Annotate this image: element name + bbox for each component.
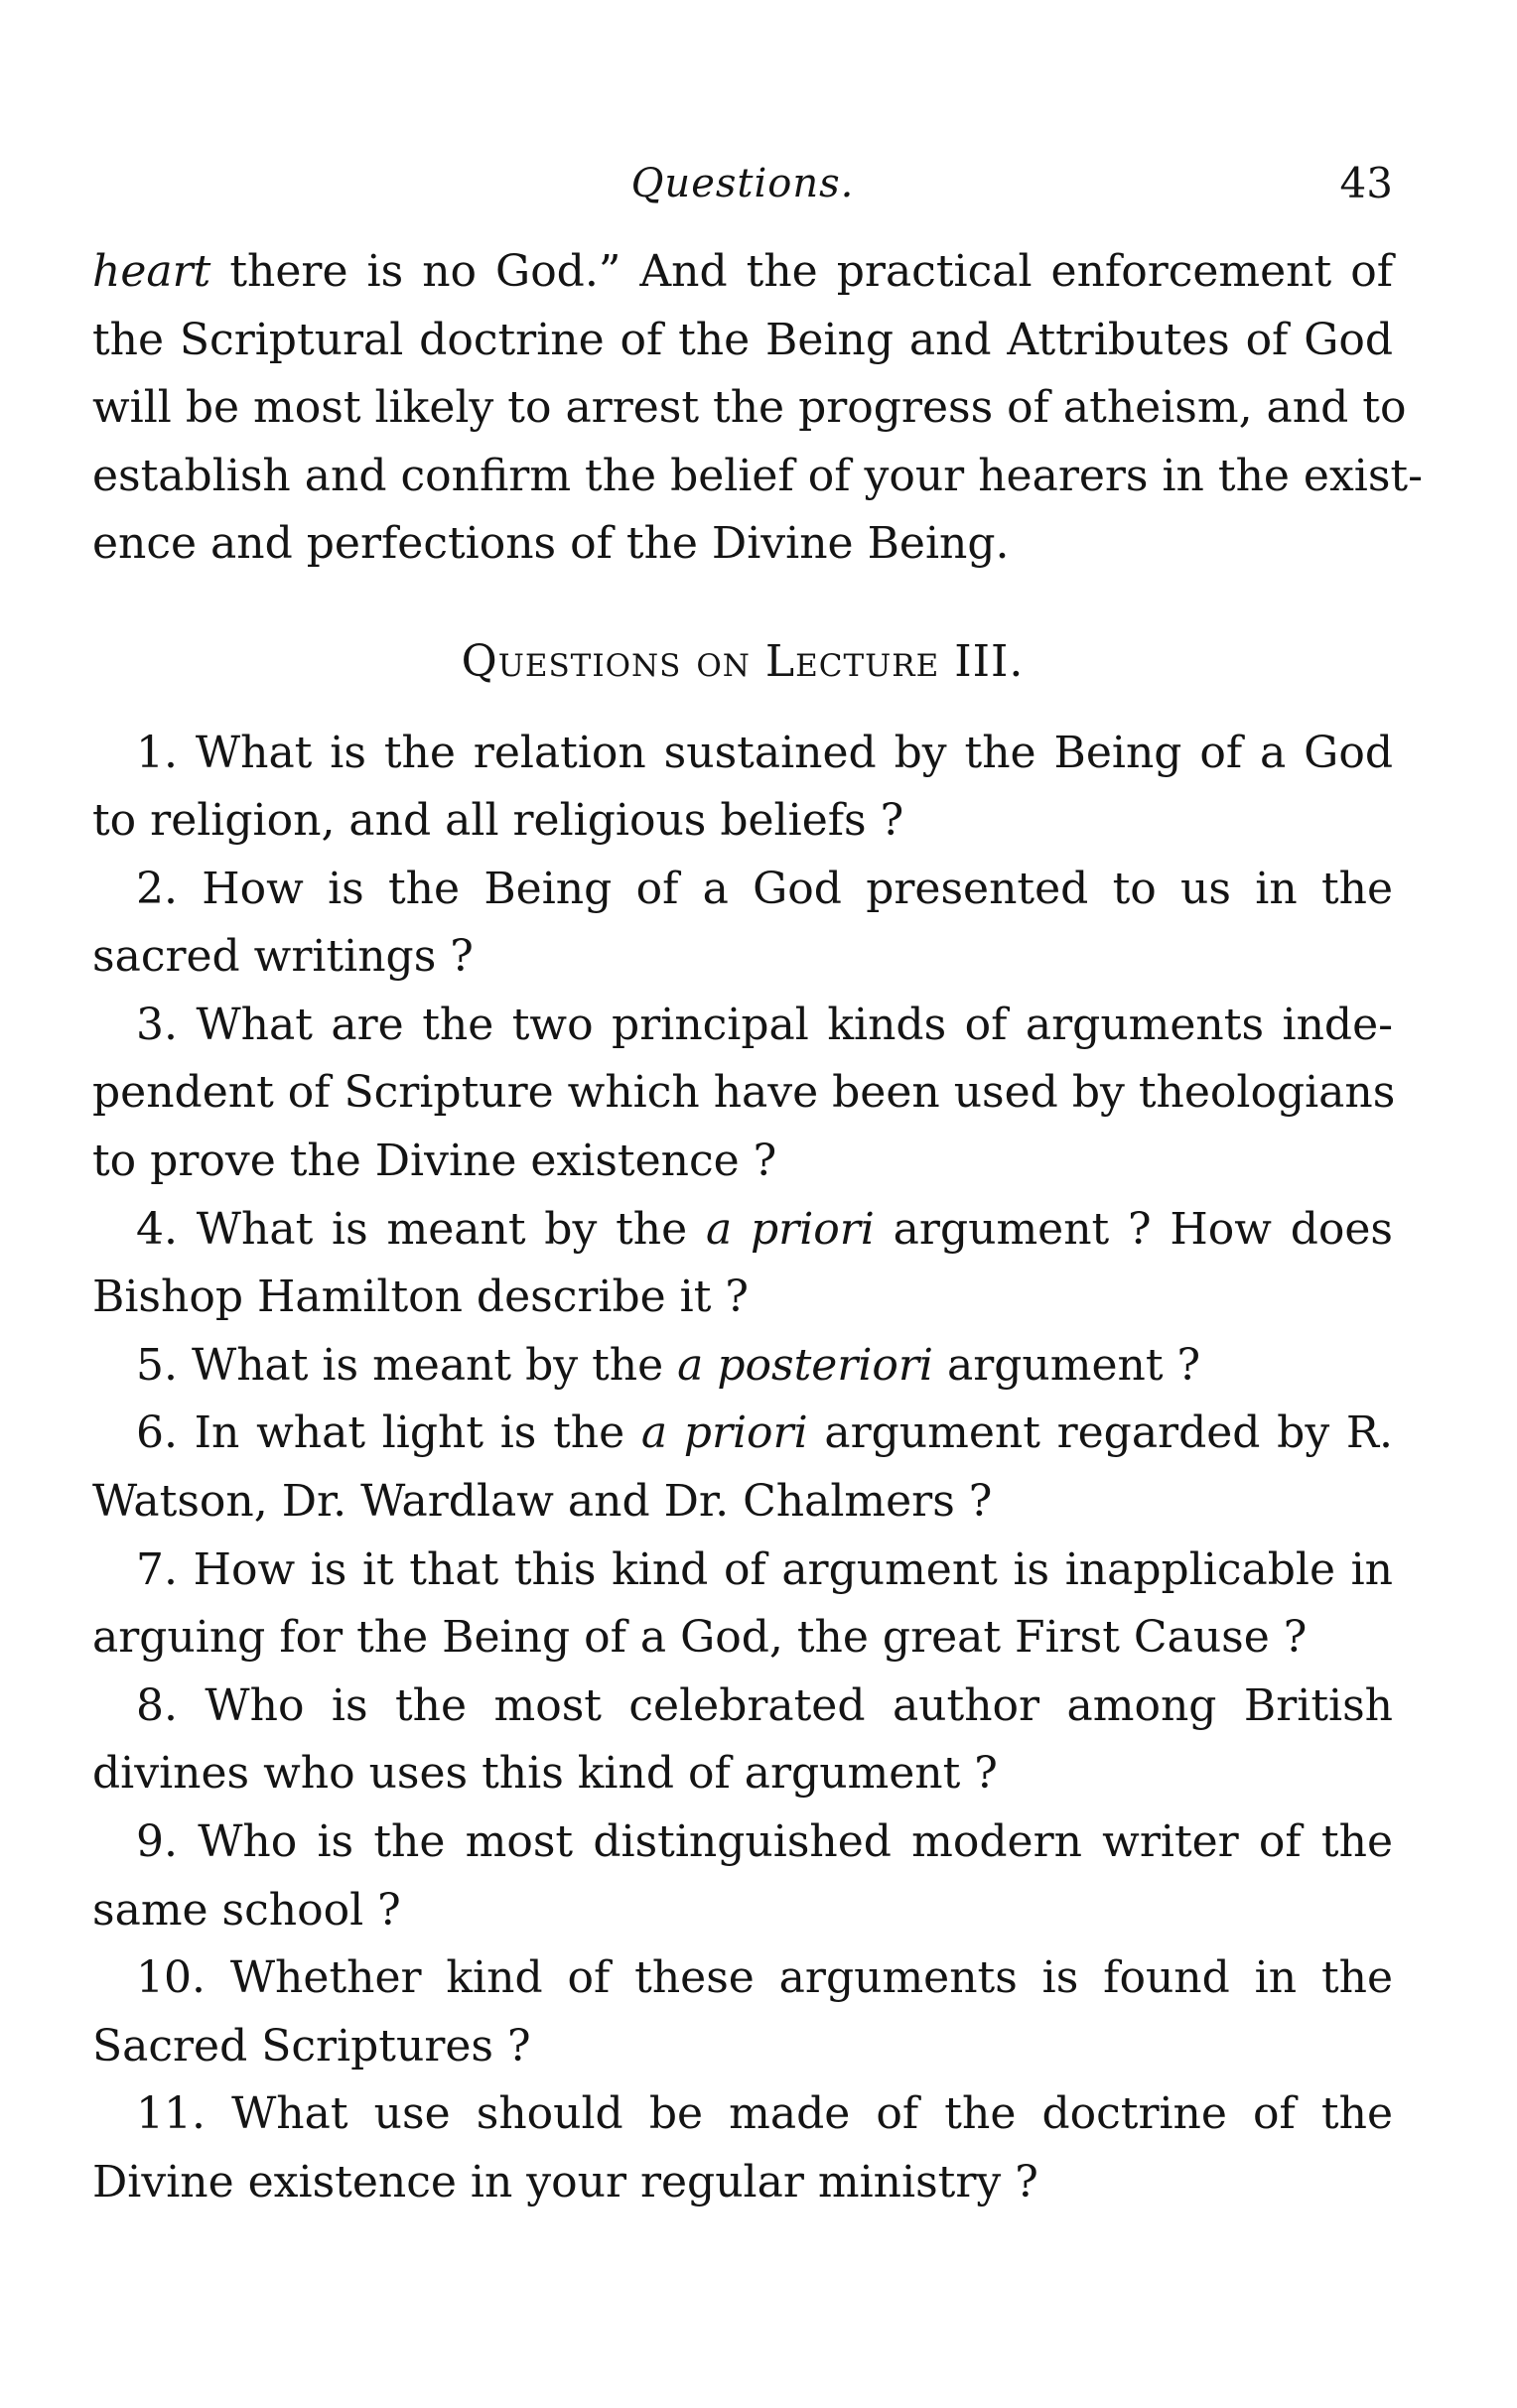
question-3 [92, 992, 1396, 1196]
question-line: 10. Whether kind of these arguments is found in the [136, 1952, 1393, 2004]
question-text: argument ? [933, 1339, 1201, 1391]
section-heading [92, 628, 1393, 696]
heading-num: III. [939, 635, 1025, 687]
question-italic-term: a priori [640, 1407, 808, 1459]
question-text: argument regarded by R. [807, 1407, 1393, 1459]
intro-line-2: the Scriptural doctrine of the Being and Attributes of God [92, 314, 1393, 365]
question-line: 3. What are the two principal kinds of arguments inde- [136, 999, 1393, 1050]
question-2 [92, 856, 1393, 992]
heading-l: L [764, 635, 796, 687]
heading-uestions: uestions [497, 635, 682, 687]
question-9 [92, 1808, 1393, 1944]
intro-italic-word: heart [92, 246, 211, 297]
question-line: Divine existence in your regular ministry ? [92, 2156, 1038, 2207]
question-text: 5. What is meant by the [136, 1339, 678, 1391]
question-line: divines who uses this kind of argument ? [92, 1748, 998, 1800]
question-4 [92, 1196, 1393, 1332]
question-8 [92, 1672, 1393, 1808]
question-line: 7. How is it that this kind of argument is inapplicable in [136, 1543, 1393, 1595]
question-11 [92, 2080, 1393, 2216]
question-text: 4. What is meant by the [136, 1203, 706, 1255]
running-title: Questions. [630, 161, 855, 206]
heading-q: Q [461, 635, 498, 687]
question-10 [92, 1944, 1393, 2080]
question-line: to religion, and all religious beliefs ? [92, 795, 904, 847]
question-line: pendent of Scripture which have been used by theologians [92, 1067, 1396, 1119]
question-line: 8. Who is the most celebrated author among British [136, 1679, 1393, 1731]
question-line: Watson, Dr. Wardlaw and Dr. Chalmers ? [92, 1476, 993, 1528]
heading-ecture: ecture [795, 635, 940, 687]
intro-line-1 [92, 238, 1393, 307]
question-text: argument ? How does [874, 1203, 1394, 1255]
question-italic-term: a priori [705, 1203, 875, 1255]
question-line: 9. Who is the most distinguished modern writer of the [136, 1816, 1393, 1867]
question-line [92, 1332, 1393, 1401]
question-line: same school ? [92, 1884, 401, 1936]
question-line [92, 1196, 1393, 1265]
question-5 [92, 1332, 1393, 1401]
question-text: 6. In what light is the [136, 1407, 641, 1459]
question-1 [92, 720, 1393, 856]
heading-on: on [681, 635, 765, 687]
question-7 [92, 1537, 1393, 1672]
question-line [92, 1400, 1393, 1468]
intro-line-4: establish and confirm the belief of your hearers in the exist- [92, 450, 1423, 501]
question-line: arguing for the Being of a God, the great First Cause ? [92, 1612, 1308, 1664]
intro-line-5: ence and perfections of the Divine Being. [92, 518, 1010, 569]
question-line: Sacred Scriptures ? [92, 2020, 531, 2072]
running-head [92, 149, 1393, 218]
intro-line-1-text: there is no God.” And the practical enforcement of [210, 246, 1393, 297]
question-line: sacred writings ? [92, 931, 474, 983]
question-line: Bishop Hamilton describe it ? [92, 1271, 749, 1323]
question-6 [92, 1400, 1393, 1536]
page-number: 43 [1339, 159, 1393, 207]
intro-line-3: will be most likely to arrest the progress of atheism, and to [92, 382, 1407, 433]
book-page [92, 149, 1423, 2217]
question-line: 1. What is the relation sustained by the Being of a God [136, 727, 1393, 778]
question-italic-term: a posteriori [677, 1339, 934, 1391]
question-line: 2. How is the Being of a God presented to us in the [136, 863, 1393, 914]
question-line: to prove the Divine existence ? [92, 1136, 777, 1187]
question-line: 11. What use should be made of the doctrine of the [136, 2088, 1393, 2140]
intro-paragraph [92, 238, 1423, 579]
